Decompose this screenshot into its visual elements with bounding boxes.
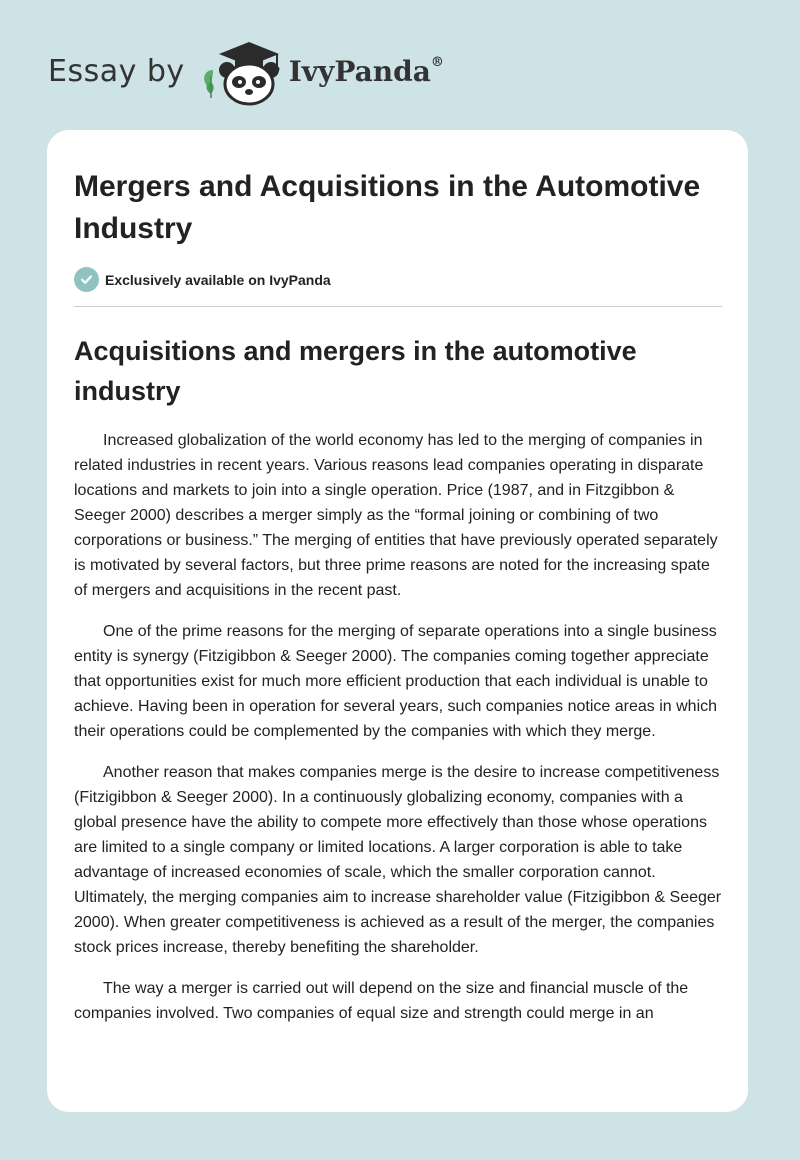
panda-logo-icon — [199, 36, 283, 106]
check-circle-icon — [74, 267, 99, 292]
essay-paragraph: Increased globalization of the world economy has led to the merging of companies in related industries in recent years. Various reasons lead companies operating in disparate locations and markets to join into a single operation. Price (1987, and in Fitzgibbon & Seeger 2000) describes a merger simply as the “formal joining or combining of two corporations or business.” The merging of entities that have previously operated separately is motivated by several factors, but three prime reasons are noted for the increasing spate of mergers and acquisitions in the recent past. — [74, 432, 718, 599]
title-divider — [74, 306, 722, 307]
essay-title: Mergers and Acquisitions in the Automotive Industry — [74, 170, 701, 245]
exclusive-badge-text: Exclusively available on IvyPanda — [105, 271, 331, 288]
essay-by-label: Essay by — [48, 53, 185, 89]
essay-card — [47, 130, 748, 1112]
site-logo[interactable] — [48, 36, 444, 106]
exclusive-badge — [74, 267, 722, 292]
section-heading: Acquisitions and mergers in the automotive industry — [74, 336, 637, 406]
essay-paragraph: Another reason that makes companies merge is the desire to increase competitiveness (Fitzigibbon & Seeger 2000). In a continuously globalizing economy, companies with a global presence have the ability to compete more effectively than those whose operations are limited to a single company or limited locations. A larger corporation is able to take advantage of increased economies of scale, which the smaller corporation cannot. Ultimately, the merging companies aim to increase shareholder value (Fitzigibbon & Seeger 2000). When greater competitiveness is achieved as a result of the merger, the companies stock prices increase, thereby benefiting the shareholder. — [74, 764, 722, 956]
brand-name: IvyPanda® — [288, 54, 444, 88]
essay-paragraph: One of the prime reasons for the merging of separate operations into a single business entity is synergy (Fitzigibbon & Seeger 2000). The companies coming together appreciate that opportunities exist for much more efficient production that each individual is unable to achieve. Having been in operation for several years, such companies notice areas in which their operations could be complemented by the companies with which they merge. — [74, 623, 718, 740]
essay-paragraph: The way a merger is carried out will depend on the size and financial muscle of the companies involved. Two companies of equal size and strength could merge in an — [74, 980, 689, 1022]
